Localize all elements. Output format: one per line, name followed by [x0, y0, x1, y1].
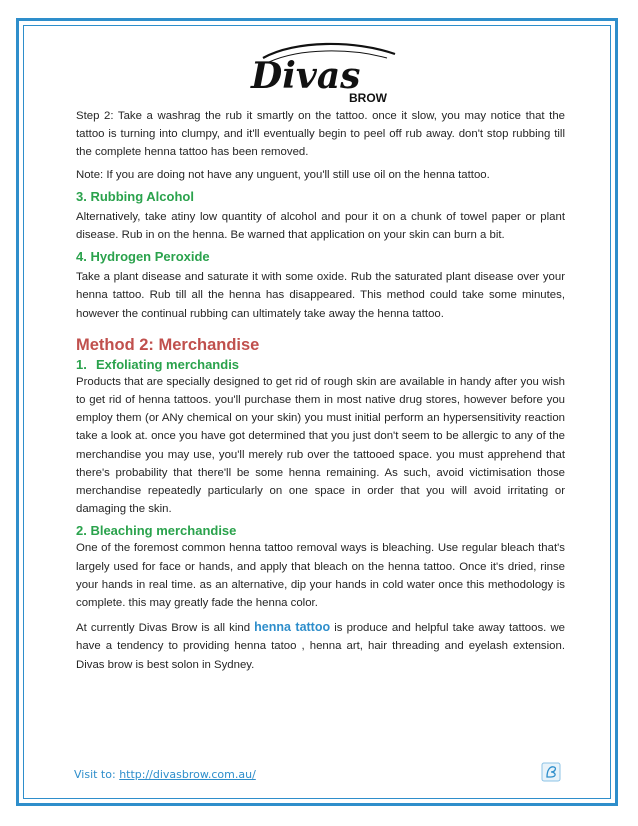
brand-corner-icon	[541, 762, 561, 782]
note-paragraph: Note: If you are doing not have any unguent, you'll still use oil on the henna tattoo.	[76, 168, 490, 181]
exfoliating-heading	[76, 356, 565, 373]
divas-brow-logo	[245, 36, 405, 106]
bleaching-paragraph: One of the foremost common henna tattoo removal ways is bleaching. Use regular bleach that's largely used for face or hands, and apply that bleach on the henna tattoo. Once it's dried, rinse your hands in real time. as an alternative, dip your hands in cold water once this methodology is complete. this may greatly fade the henna color.	[76, 542, 565, 610]
closing-text-before: At currently Divas Brow is all kind	[76, 622, 255, 635]
exfoliating-number: 1.	[76, 356, 87, 372]
bleaching-heading: 2. Bleaching merchandise	[76, 523, 237, 539]
divas-brow-logo-graphic	[245, 36, 405, 106]
rubbing-alcohol-heading: 3. Rubbing Alcohol	[76, 188, 194, 204]
rubbing-alcohol-paragraph: Alternatively, take atiny low quantity of alcohol and pour it on a chunk of towel paper or plant disease. Rub in on the henna. Be warned that application on your skin can burn a bit.	[76, 210, 565, 242]
logo-brand-sub: BROW	[349, 91, 387, 105]
closing-paragraph	[76, 618, 565, 674]
footer-url-link[interactable]: http://divasbrow.com.au/	[119, 768, 256, 781]
exfoliating-paragraph: Products that are specially designed to get rid of rough skin are available in handy after you wish to get rid of henna tattoos. you'll purchase them in most native drug stores, however before you employ them (or ANy chemical on your skin) you must initial perform an hypersensitivity reaction take a look at. once you have got determined that you just don't seem to be allergic to any of the merchandise you may use, you'll merely rub over the tattooed space. you must apprehend that there's probability that there'll be some henna remaining. As such, avoid victimisation those merchandise repeatedly particularly on one space in order that you will avoid irritating or damaging the skin.	[76, 375, 565, 516]
closing-text-after: is produce and helpful take away tattoos. we have a tendency to providing henna tatoo , henna art, hair threading and eyelash extension. Divas brow is best solon in Sydney.	[76, 622, 566, 671]
footer	[74, 768, 256, 781]
hydrogen-peroxide-heading: 4. Hydrogen Peroxide	[76, 249, 210, 265]
footer-label: Visit to:	[74, 768, 120, 781]
step2-paragraph: Step 2: Take a washrag the rub it smartly on the tattoo. once it slow, you may notice that the tattoo is turning into clumpy, and it'll eventually begin to peel off rub away. don't stop rubbing till the complete henna tattoo has been removed.	[76, 110, 565, 159]
henna-tattoo-link[interactable]: henna tattoo	[254, 620, 331, 635]
document-body	[76, 107, 565, 678]
method2-heading: Method 2: Merchandise	[76, 335, 260, 354]
logo-brand-name: Divas	[251, 55, 361, 97]
hydrogen-peroxide-paragraph: Take a plant disease and saturate it with some oxide. Rub the saturated plant disease over your henna tattoo. Rub till all the henna has disappeared. This method could take some minutes, however the continual rubbing can ultimately take away the henna tattoo.	[76, 271, 565, 320]
exfoliating-heading-text: Exfoliating merchandis	[96, 356, 240, 372]
